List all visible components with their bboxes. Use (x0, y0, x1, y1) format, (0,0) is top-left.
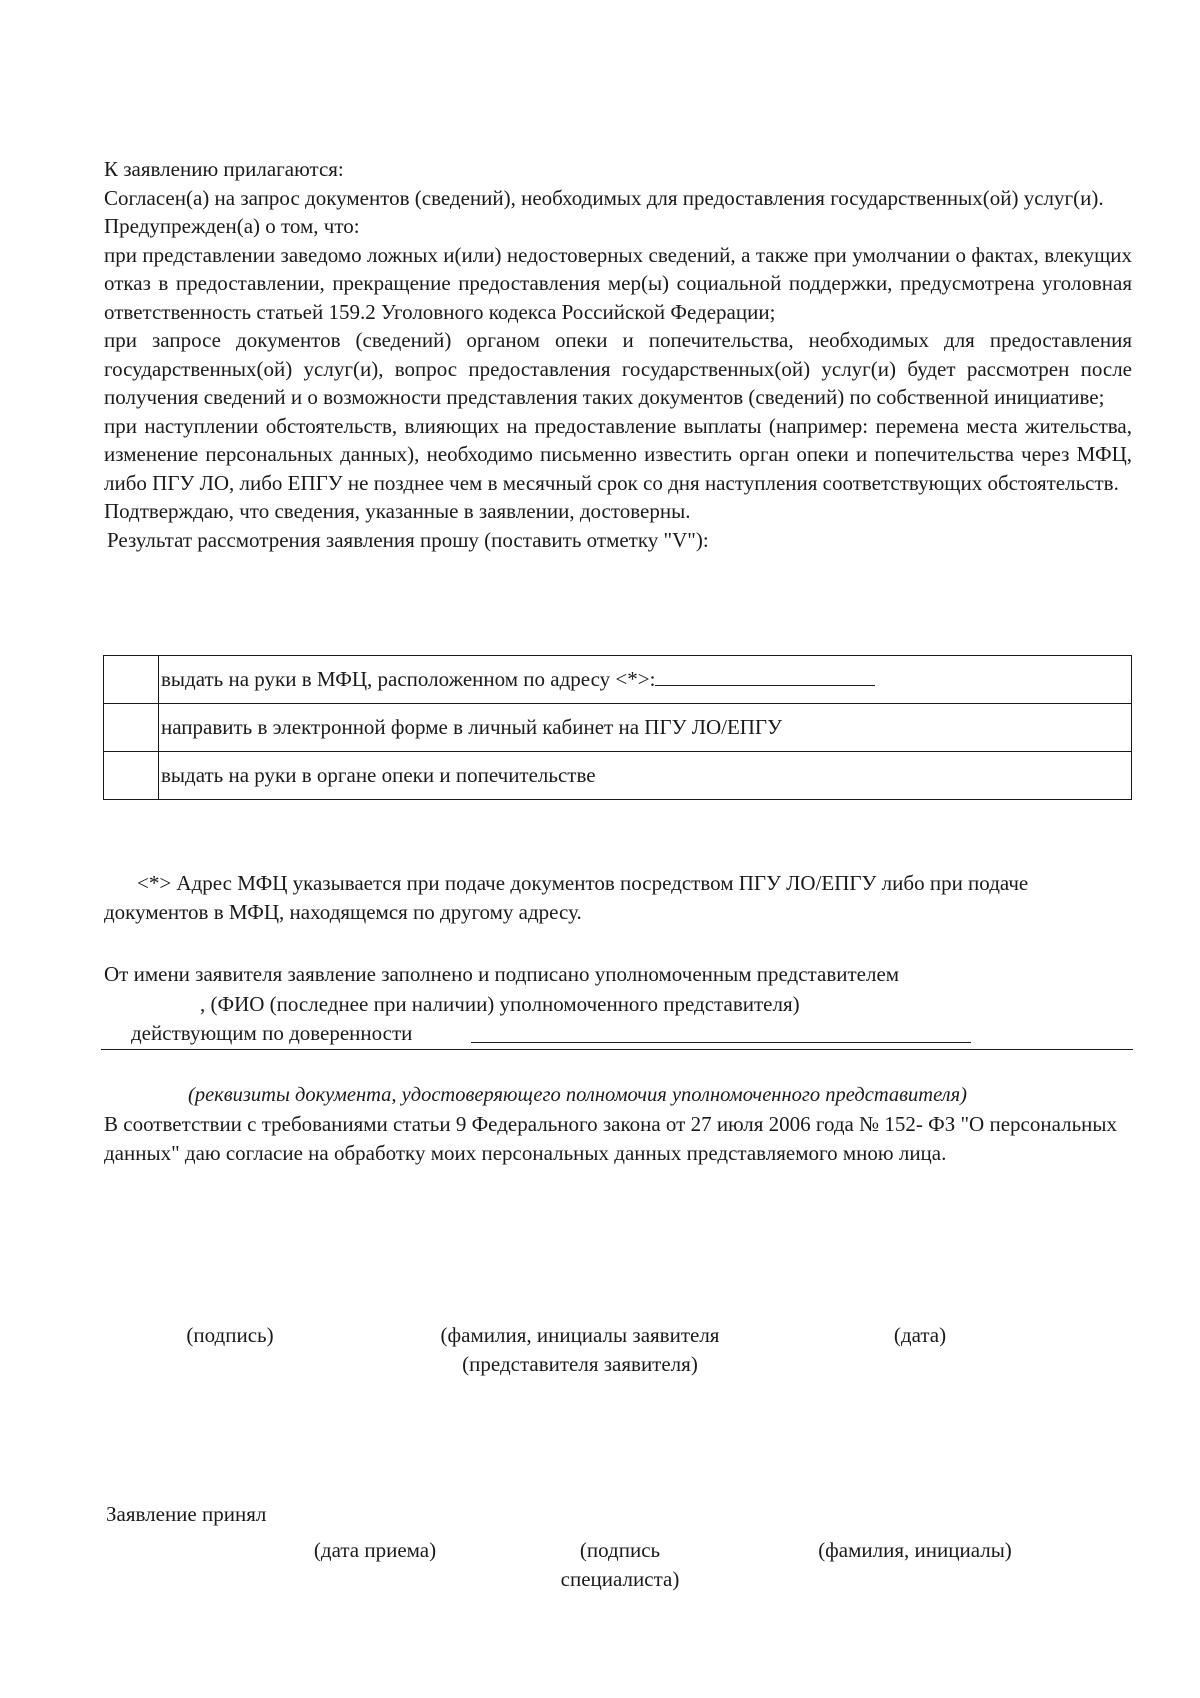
consent-request-paragraph: Согласен(а) на запрос документов (сведений), необходимых для предоставления государственных(ой) услуг(и). (104, 185, 1104, 210)
result-option-checkbox[interactable] (104, 656, 159, 704)
request-docs-paragraph: при запросе документов (сведений) органом опеки и попечительства, необходимых для предоставления государственных(ой) услуг(и), вопрос предоставления государственных(ой) услуг(и) будет рассмотрен после получения сведений и о возможности представления таких документов (сведений) по собственной инициативе; (104, 328, 1132, 409)
applicant-date-caption (860, 1321, 980, 1350)
result-options-table (103, 655, 1132, 800)
proxy-divider (101, 1049, 1133, 1050)
applicant-name-label-2: (представителя заявителя) (462, 1351, 698, 1376)
proxy-line-2: , (ФИО (последнее при наличии) уполномоченного представителя) (200, 992, 800, 1016)
intro-block (104, 155, 1132, 554)
liability-paragraph: при представлении заведомо ложных и(или) недостоверных сведений, а также при умолчании о фактах, влекущих отказ в предоставлении, прекращение предоставления мер(ы) социальной поддержки, предусмотрена уголовная ответственность статьей 159.2 Уголовного кодекса Российской Федерации; (104, 242, 1132, 324)
attachments-heading: К заявлению прилагаются: (104, 157, 344, 181)
signature-label: (подпись) (186, 1323, 274, 1347)
specialist-name-label: (фамилия, инициалы) (818, 1538, 1012, 1562)
acceptance-date-caption (270, 1536, 480, 1565)
acceptance-date-label: (дата приема) (313, 1538, 437, 1562)
specialist-signature-caption (545, 1536, 695, 1593)
mfc-address-blank[interactable] (655, 665, 875, 686)
accepted-by-heading: Заявление принял (106, 1502, 267, 1526)
warning-heading: Предупрежден(а) о том, что: (104, 214, 360, 238)
specialist-signature-label-2: специалиста) (560, 1566, 680, 1591)
specialist-signature-label-1: (подпись (579, 1538, 661, 1562)
applicant-name-caption (400, 1321, 760, 1378)
result-option-checkbox[interactable] (104, 704, 159, 752)
personal-data-consent: В соответствии с требованиями статьи 9 Федерального закона от 27 июля 2006 года № 152- ФЗ "О персональных данных" даю согласие на обработку моих персональных данных представляемого мною лица. (104, 1112, 1118, 1165)
result-option-cell (159, 656, 1132, 704)
confirmation-paragraph: Подтверждаю, что сведения, указанные в заявлении, достоверны. (104, 499, 691, 523)
result-option-row (104, 656, 1132, 704)
applicant-signature-caption (150, 1321, 310, 1350)
circumstances-paragraph: при наступлении обстоятельств, влияющих на предоставление выплаты (например: перемена места жительства, изменение персональных данных), необходимо письменно известить орган опеки и попечительства через МФЦ, либо ПГУ ЛО, либо ЕПГУ не позднее чем в месячный срок со дня наступления соответствующих обстоятельств. (104, 413, 1132, 495)
date-label: (дата) (893, 1323, 947, 1347)
result-option-row (104, 704, 1132, 752)
applicant-name-label-1: (фамилия, инициалы заявителя (440, 1323, 720, 1347)
proxy-requisites-caption: (реквизиты документа, удостоверяющего полномочия уполномоченного представителя) (188, 1084, 967, 1106)
power-of-attorney-blank[interactable] (471, 1042, 971, 1043)
proxy-line-3: действующим по доверенности (131, 1021, 413, 1045)
result-option-checkbox[interactable] (104, 752, 159, 800)
result-option-label: направить в электронной форме в личный кабинет на ПГУ ЛО/ЕПГУ (161, 715, 782, 740)
proxy-line-1: От имени заявителя заявление заполнено и подписано уполномоченным представителем (104, 962, 900, 986)
result-option-label: выдать на руки в МФЦ, расположенном по адресу <*>: (161, 667, 656, 692)
specialist-name-caption (795, 1536, 1035, 1565)
result-label: Результат рассмотрения заявления прошу (поставить отметку "V"): (107, 527, 709, 552)
result-option-label: выдать на руки в органе опеки и попечительстве (161, 763, 596, 788)
result-option-cell (159, 704, 1132, 752)
result-option-row (104, 752, 1132, 800)
mfc-address-footnote: <*> Адрес МФЦ указывается при подаче документов посредством ПГУ ЛО/ЕПГУ либо при подаче документов в МФЦ, находящемся по другому адресу. (104, 871, 1029, 924)
result-option-cell (159, 752, 1132, 800)
